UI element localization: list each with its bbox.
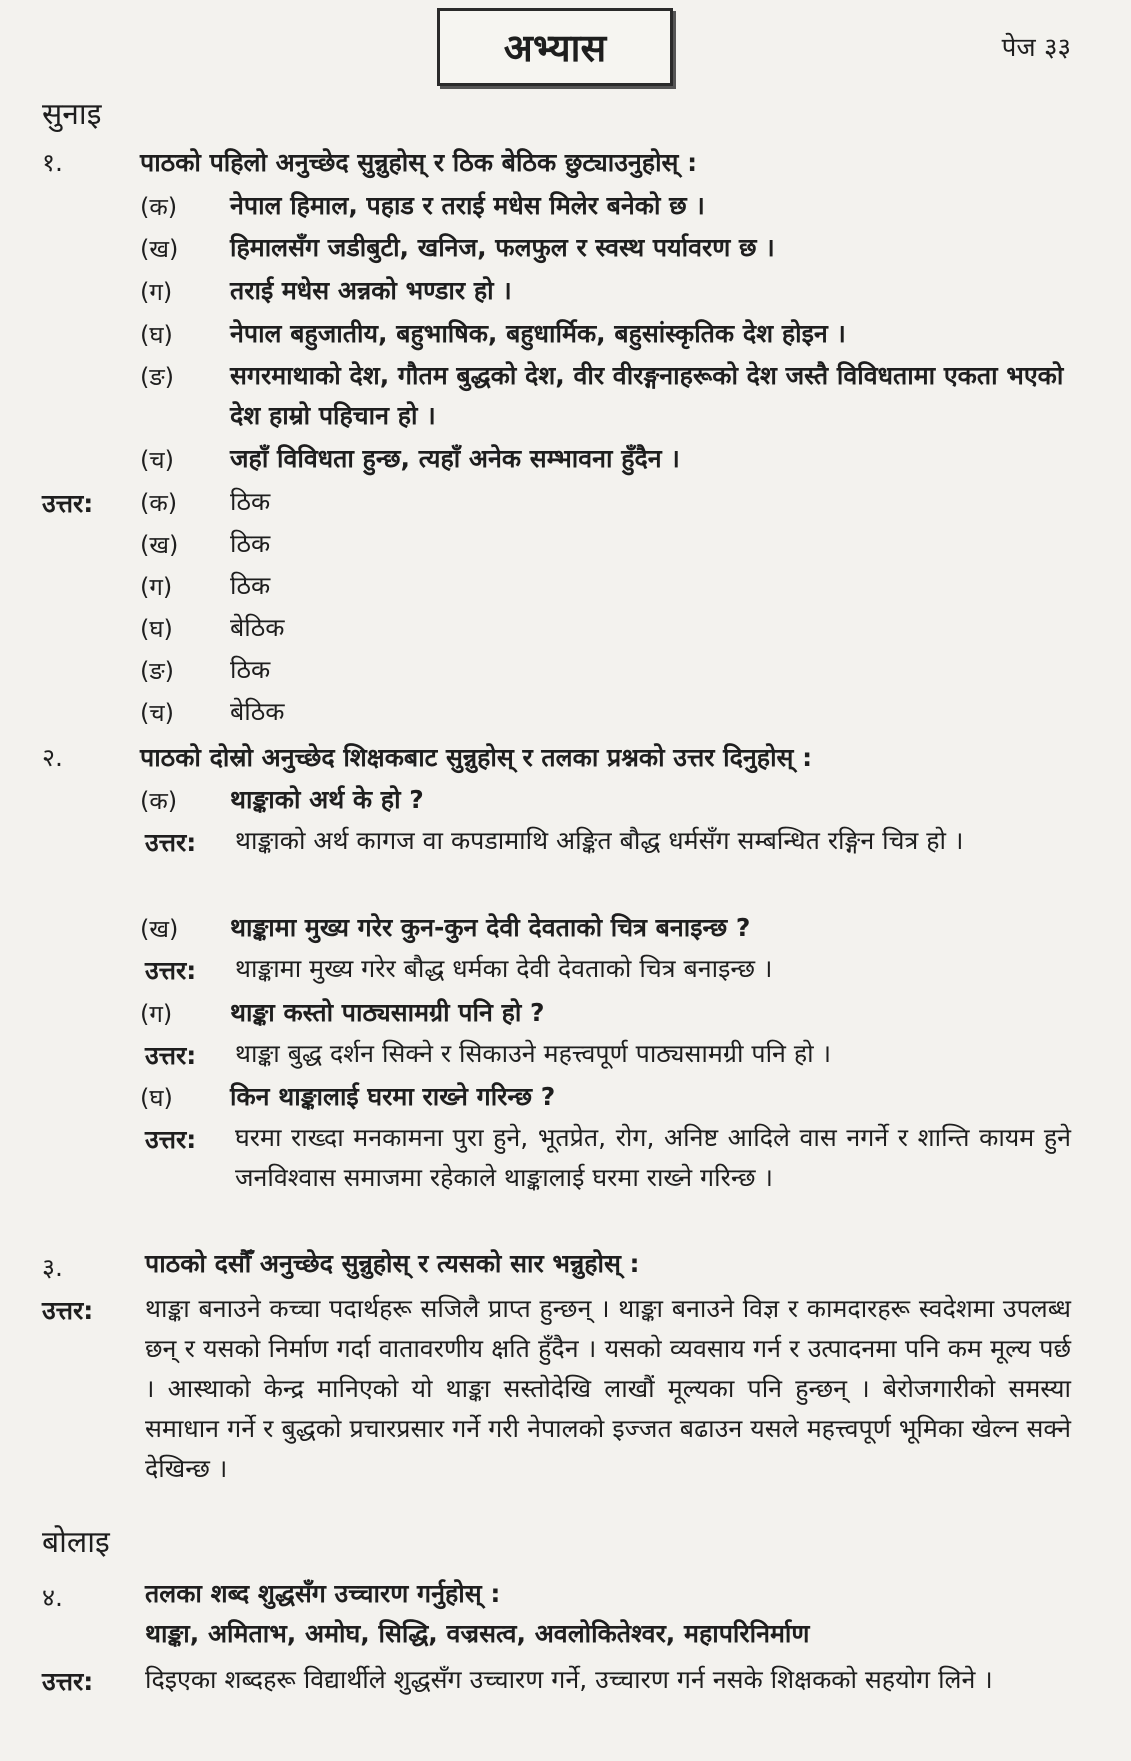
question-number: ४. <box>42 1583 63 1612</box>
item-label: (ङ) <box>140 363 175 391</box>
question-number: २. <box>42 743 63 772</box>
answer-label: उत्तर: <box>145 828 197 857</box>
answer-paragraph: दिइएका शब्दहरू विद्यार्थीले शुद्धसँग उच्चारण गर्ने, उच्चारण गर्न नसके शिक्षकको सहयोग लिने । <box>145 1665 993 1694</box>
item-label: (ग) <box>140 1000 173 1028</box>
answer-value: बेठिक <box>230 613 285 642</box>
item-label: (च) <box>140 446 174 474</box>
question-text: पाठको दोस्रो अनुच्छेद शिक्षकबाट सुन्नुहोस् र तलका प्रश्नको उत्तर दिनुहोस् : <box>140 743 813 772</box>
statement: हिमालसँग जडीबुटी, खनिज, फलफुल र स्वस्थ पर्यावरण छ । <box>230 233 775 262</box>
sub-question: थाङ्काको अर्थ के हो ? <box>230 785 424 814</box>
answer-value: बेठिक <box>230 697 285 726</box>
statement: सगरमाथाको देश, गौतम बुद्धको देश, वीर वीरङ्गनाहरूको देश जस्तै विविधतामा एकता भएको देश हाम्रो पहिचान हो । <box>230 361 1064 430</box>
statement: नेपाल बहुजातीय, बहुभाषिक, बहुधार्मिक, बहुसांस्कृतिक देश होइन । <box>230 319 846 348</box>
answer-label: उत्तर: <box>145 956 197 985</box>
item-label: (ग) <box>140 278 173 306</box>
answer-text: थाङ्का बुद्ध दर्शन सिक्ने र सिकाउने महत्त्वपूर्ण पाठ्यसामग्री पनि हो । <box>235 1039 832 1068</box>
answer-value: ठिक <box>230 487 271 516</box>
question-number: ३. <box>42 1253 63 1282</box>
item-label: (ग) <box>140 573 173 601</box>
question-text: पाठको पहिलो अनुच्छेद सुन्नुहोस् र ठिक बेठिक छुट्याउनुहोस् : <box>140 148 698 177</box>
item-label: (घ) <box>140 321 173 349</box>
section-heading-listening: सुनाइ <box>42 97 102 132</box>
item-label: (क) <box>140 193 178 221</box>
item-label: (क) <box>140 489 178 517</box>
sub-question: थाङ्का कस्तो पाठ्यसामग्री पनि हो ? <box>230 998 545 1027</box>
question-text: पाठको दसौँ अनुच्छेद सुन्नुहोस् र त्यसको सार भन्नुहोस् : <box>145 1249 640 1278</box>
item-label: (घ) <box>140 1084 173 1112</box>
question-number: १. <box>42 148 63 177</box>
statement: नेपाल हिमाल, पहाड र तराई मधेस मिलेर बनेको छ । <box>230 191 705 220</box>
section-heading-speaking: बोलाइ <box>42 1525 110 1560</box>
item-label: (ख) <box>140 915 179 943</box>
item-label: (ङ) <box>140 657 175 685</box>
sub-question: किन थाङ्कालाई घरमा राख्ने गरिन्छ ? <box>230 1082 556 1111</box>
answer-label: उत्तर: <box>145 1125 197 1154</box>
answer-value: ठिक <box>230 529 271 558</box>
answer-value: ठिक <box>230 571 271 600</box>
answer-value: ठिक <box>230 655 271 684</box>
exercise-title: अभ्यास <box>437 8 673 86</box>
item-label: (क) <box>140 787 178 815</box>
sub-question: थाङ्कामा मुख्य गरेर कुन-कुन देवी देवताको चित्र बनाइन्छ ? <box>230 913 751 942</box>
item-label: (घ) <box>140 615 173 643</box>
answer-text: थाङ्काको अर्थ कागज वा कपडामाथि अङ्कित बौद्ध धर्मसँग सम्बन्धित रङ्गिन चित्र हो । <box>235 826 964 855</box>
answer-text: थाङ्कामा मुख्य गरेर बौद्ध धर्मका देवी देवताको चित्र बनाइन्छ । <box>235 954 773 983</box>
page-number: पेज ३३ <box>1001 33 1071 63</box>
answer-text: घरमा राख्दा मनकामना पुरा हुने, भूतप्रेत, रोग, अनिष्ट आदिले वास नगर्ने र शान्ति कायम हुने जनविश्वास समाजमा रहेकाले थाङ्कालाई घरमा राख्ने गरिन्छ । <box>235 1123 1071 1192</box>
answer-paragraph: थाङ्का बनाउने कच्चा पदार्थहरू सजिलै प्राप्त हुन्छन् । थाङ्का बनाउने विज्ञ र कामदारहरू स्वदेशमा उपलब्ध छन् र यसको निर्माण गर्दा वातावरणीय क्षति हुँदैन । यसको व्यवसाय गर्न र उत्पादनमा पनि कम मूल्य पर्छ । आस्थाको केन्द्र मानिएको यो थाङ्का सस्तोदेखि लाखौं मूल्यका पनि हुन्छन् । बेरोजगारीको समस्या समाधान गर्ने र बुद्धको प्रचारप्रसार गर्ने गरी नेपालको इज्जत बढाउन यसले महत्त्वपूर्ण भूमिका खेल्न सक्ने देखिन्छ । <box>145 1294 1071 1483</box>
statement: तराई मधेस अन्नको भण्डार हो । <box>230 276 512 305</box>
item-label: (ख) <box>140 235 179 263</box>
question-text: तलका शब्द शुद्धसँग उच्चारण गर्नुहोस् : <box>145 1579 501 1608</box>
item-label: (च) <box>140 699 174 727</box>
answer-label: उत्तर: <box>42 489 94 518</box>
answer-label: उत्तर: <box>145 1041 197 1070</box>
item-label: (ख) <box>140 531 179 559</box>
word-list: थाङ्का, अमिताभ, अमोघ, सिद्धि, वज्रसत्व, अवलोकितेश्वर, महापरिनिर्माण <box>145 1619 810 1648</box>
answer-label: उत्तर: <box>42 1296 94 1325</box>
answer-label: उत्तर: <box>42 1667 94 1696</box>
statement: जहाँ विविधता हुन्छ, त्यहाँ अनेक सम्भावना हुँदैन । <box>230 444 680 473</box>
